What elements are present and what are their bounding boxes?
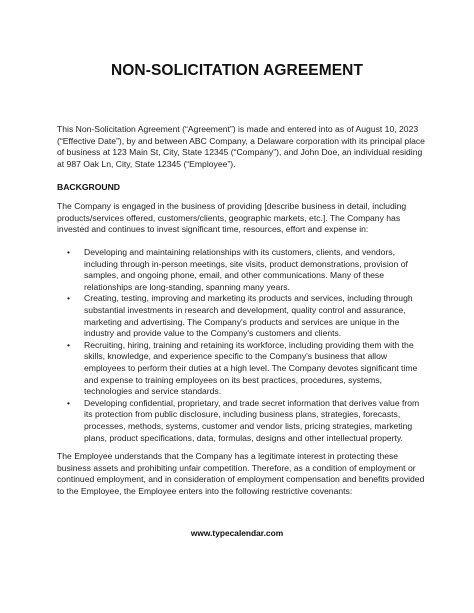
list-item xyxy=(57,340,429,398)
list-item-text: Developing confidential, proprietary, and trade secret information that derives value from its protection from public disclosure, including business plans, strategies, forecasts, processes, methods, systems, customer and vendor lists, pricing strategies, marketing plans, product specifications, data, formulas, designs and other intellectual property. xyxy=(84,397,420,443)
bullet-icon: • xyxy=(67,293,71,304)
list-item-text: Creating, testing, improving and marketing its products and services, including through substantial investments in research and development, quality control and assurance, marketing and advertising. The Company's products and services are unique in the industry and provide value to the Company's customers and clients. xyxy=(84,293,413,339)
bullet-list xyxy=(57,247,429,444)
list-item xyxy=(57,247,429,293)
background-heading: BACKGROUND xyxy=(57,182,121,192)
bullet-icon: • xyxy=(67,247,71,257)
bullet-icon: • xyxy=(67,339,71,350)
list-item xyxy=(57,398,429,444)
background-paragraph: The Company is engaged in the business of providing [describe business in detail, including products/services offered, customers/clients, geographic markets, etc.]. The Company has invested and continues to invest significant time, resources, effort and expense in: xyxy=(57,201,407,235)
list-item-text: Developing and maintaining relationships with its customers, clients, and vendors, including through in-person meetings, site visits, product demonstrations, provision of samples, and ongoing phone, email, and other communications. Many of these relationships are long-standing, spanning many years. xyxy=(84,247,408,292)
intro-paragraph: This Non-Solicitation Agreement (“Agreement”) is made and entered into as of August 10, 2023 (“Effective Date”), by and between ABC Company, a Delaware corporation with its principal place of business at 123 Main St, City, State 12345 (“Company”), and John Doe, an individual residing at 987 Oak Ln, City, State 12345 (“Employee”). xyxy=(57,124,425,169)
list-item xyxy=(57,293,429,339)
closing-paragraph: The Employee understands that the Company has a legitimate interest in protecting these business assets and prohibiting unfair competition. Therefore, as a condition of employment or continued employment, and in consideration of employment compensation and benefits provided to the Employee, the Employee enters into the following restrictive covenants: xyxy=(57,451,425,496)
footer-website: www.typecalendar.com xyxy=(190,528,284,538)
list-item-text: Recruiting, hiring, training and retaining its workforce, including providing them with the skills, knowledge, and experience specific to the Company's business that allow employees to perform their duties at a high level. The Company devotes significant time and expense to training employees on its best practices, procedures, systems, technologies and service standards. xyxy=(84,339,418,397)
document-title: NON-SOLICITATION AGREEMENT xyxy=(110,62,364,79)
bullet-icon: • xyxy=(67,397,71,408)
